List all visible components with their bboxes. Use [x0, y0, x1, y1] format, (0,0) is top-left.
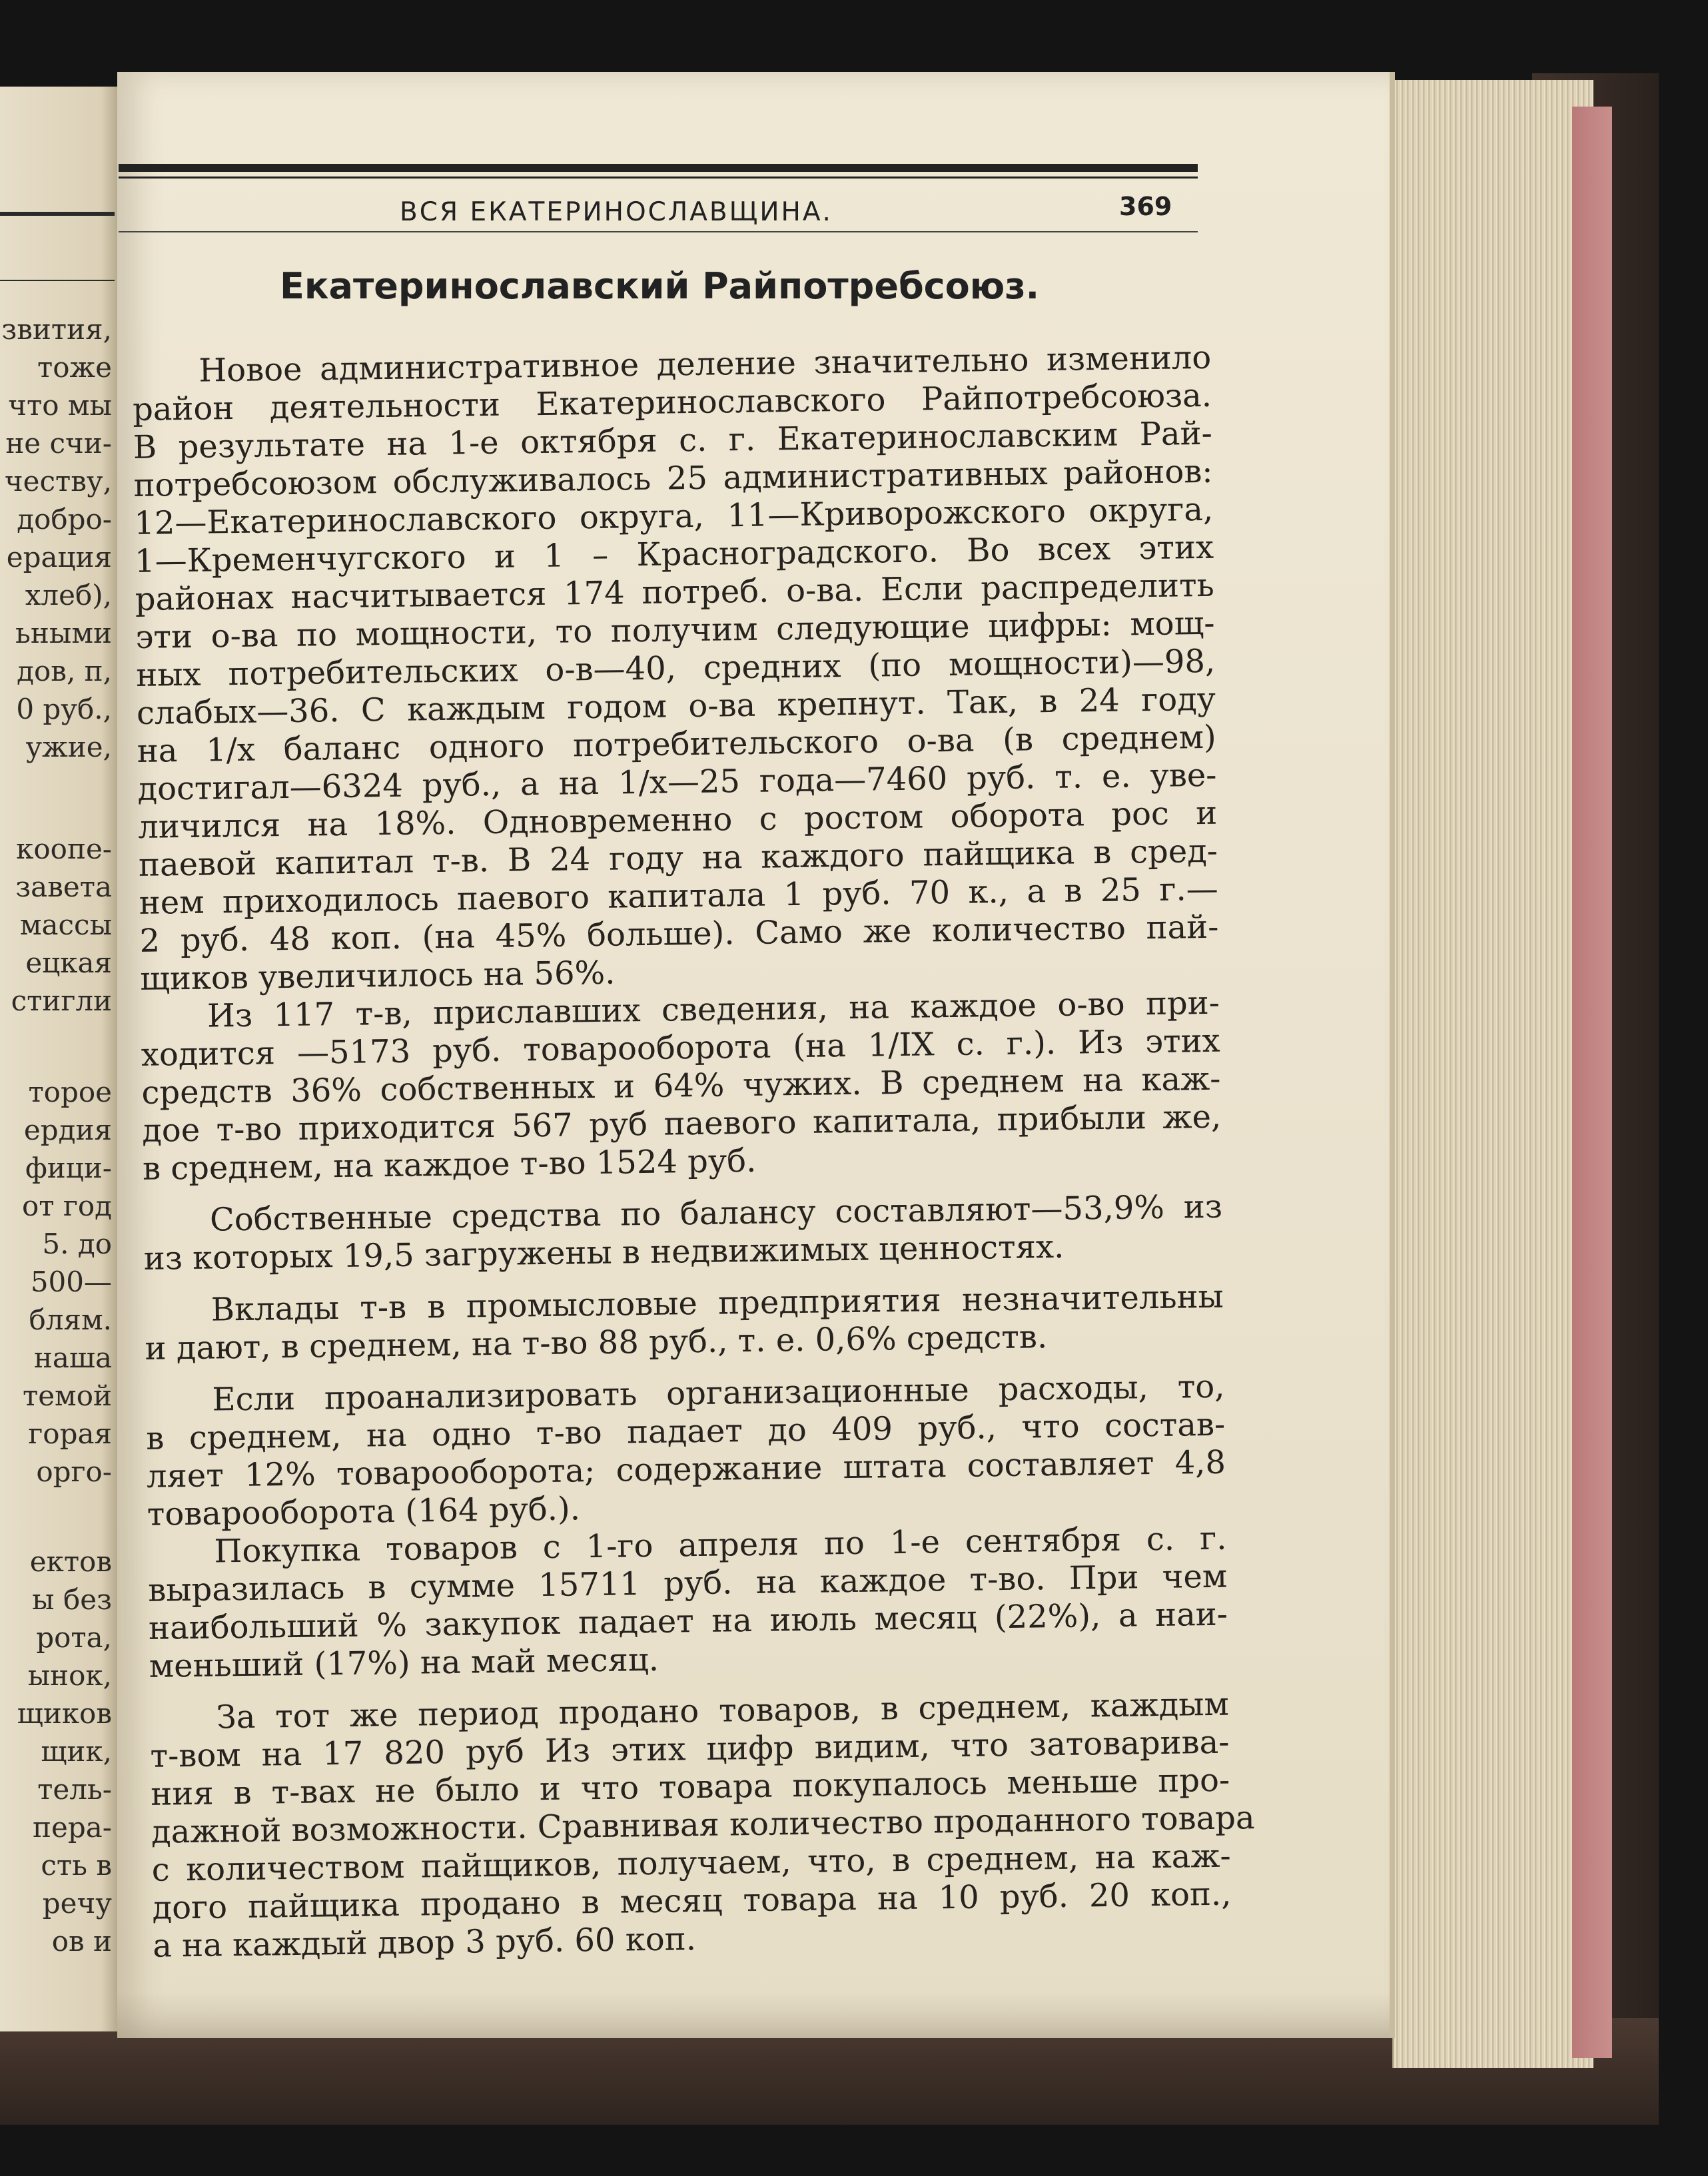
- left-page-fragment: ов и: [51, 1925, 112, 1958]
- text-line: и дают, в среднем, на т-во 88 руб., т. е. 0,6% средств.: [145, 1318, 1048, 1367]
- page-edge: [1390, 72, 1395, 2038]
- left-page-fragment: торое: [28, 1076, 112, 1108]
- text-line: ния в т-вах не было и что товара покупалось меньше про-: [150, 1761, 1230, 1813]
- text-line: меньший (17%) на май месяц.: [149, 1640, 659, 1685]
- text-line: Из 117 т-в, приславших сведения, на каждое о-во при-: [207, 984, 1220, 1035]
- text-line: район деятельности Екатеринославского Райпотребсоюза.: [132, 376, 1212, 428]
- left-page-fragment: ужие,: [25, 731, 112, 763]
- header-rule-thick: [119, 164, 1198, 172]
- left-header-rule: [0, 212, 115, 216]
- text-line: в среднем, на одно т-во падает до 409 руб., что состав-: [145, 1405, 1226, 1457]
- header-rule-thin: [119, 177, 1198, 179]
- page-number: 369: [1119, 192, 1172, 221]
- text-line: дажной возможности. Сравнивая количество проданного товара: [151, 1799, 1255, 1851]
- text-line: ляет 12% товарооборота; содержание штата составляет 4,8: [146, 1443, 1226, 1495]
- text-line: Если проанализировать организационные расходы, то,: [212, 1367, 1225, 1419]
- left-page-fragment: 0 руб.,: [16, 693, 112, 725]
- left-page-fragment: ьными: [15, 617, 112, 649]
- text-line: В результате на 1-е октября с. г. Екатеринославским Рай-: [133, 414, 1213, 466]
- left-page-fragment: блям.: [29, 1303, 112, 1336]
- left-page-fragment: дов, п,: [17, 655, 112, 687]
- text-line: а на каждый двор 3 руб. 60 коп.: [152, 1920, 697, 1965]
- text-line: дое т-во приходится 567 руб паевого капитала, прибыли же,: [141, 1098, 1222, 1150]
- left-page-fragment: ы без: [32, 1583, 112, 1616]
- text-line: достигал—6324 руб., а на 1/х—25 года—7460 руб. т. е. уве-: [137, 756, 1217, 808]
- left-header-underline: [0, 280, 115, 281]
- left-page-fragment: речу: [42, 1887, 112, 1920]
- left-page-fragment: щик,: [41, 1735, 112, 1768]
- red-edge-band: [1572, 107, 1612, 2058]
- left-page-fragment: наша: [33, 1341, 112, 1374]
- text-line: потребсоюзом обслуживалось 25 административных районов:: [133, 452, 1213, 504]
- text-line: ных потребительских о-в—40, средних (по мощности)—98,: [135, 642, 1216, 694]
- left-page-fragment: не счи-: [5, 427, 112, 460]
- text-line: районах насчитывается 174 потреб. о-ва. Если распределить: [135, 566, 1215, 618]
- text-line: паевой капитал т-в. В 24 году на каждого пайщика в сред-: [138, 832, 1218, 884]
- text-line: личился на 18%. Одновременно с ростом оборота рос и: [137, 794, 1218, 846]
- left-page-fragment: звития,: [1, 313, 112, 346]
- left-page-fragment: ецкая: [25, 946, 112, 979]
- text-line: слабых—36. С каждым годом о-ва крепнут. Так, в 24 году: [136, 680, 1216, 732]
- left-page-fragment: завета: [15, 871, 112, 903]
- left-page-fragment: фици-: [25, 1152, 112, 1184]
- left-page-fragment: стигли: [11, 984, 112, 1017]
- left-page-fragment: массы: [19, 908, 112, 941]
- left-page-fragment: честву,: [4, 465, 112, 498]
- text-line: 1—Кременчугского и 1 – Красноградского. Во всех этих: [134, 528, 1214, 580]
- left-page-fragment: горая: [28, 1417, 112, 1450]
- text-line: ходится —5173 руб. товарооборота (на 1/IX с. г.). Из этих: [141, 1022, 1221, 1074]
- text-line: Покупка товаров с 1-го апреля по 1-е сентября с. г.: [214, 1519, 1227, 1571]
- text-line: дого пайщика продано в месяц товара на 10 руб. 20 коп.,: [152, 1875, 1232, 1927]
- text-line: средств 36% собственных и 64% чужих. В среднем на каж-: [141, 1060, 1221, 1112]
- left-page-fragment: щиков: [17, 1697, 112, 1730]
- left-page-fragment: 500—: [30, 1266, 112, 1298]
- running-head: ВСЯ ЕКАТЕРИНОСЛАВЩИНА.: [400, 197, 833, 227]
- left-page-fragment: коопе-: [16, 833, 112, 865]
- left-page-fragment: от год: [21, 1190, 112, 1222]
- left-page-fragment: рота,: [36, 1621, 112, 1654]
- left-facing-page: [0, 87, 119, 2031]
- article-body: [132, 338, 1255, 1966]
- left-page-fragment: 5. до: [42, 1228, 112, 1260]
- text-line: из которых 19,5 загружены в недвижимых ценностях.: [143, 1228, 1065, 1277]
- text-line: За тот же период продано товаров, в среднем, каждым: [216, 1685, 1230, 1736]
- text-line: 12—Екатеринославского округа, 11—Криворожского округа,: [133, 490, 1214, 542]
- left-page-fragment: орго-: [36, 1455, 112, 1488]
- text-line: эти о-ва по мощности, то получим следующие цифры: мощ-: [135, 604, 1215, 656]
- text-line: Новое административное деление значительно изменило: [198, 338, 1212, 390]
- left-page-fragment: пера-: [33, 1811, 112, 1844]
- left-page-fragment: тоже: [37, 351, 112, 384]
- text-line: наибольший % закупок падает на июль месяц (22%), а наи-: [148, 1595, 1228, 1647]
- text-line: Вклады т-в в промысловые предприятия незначительны: [211, 1277, 1224, 1329]
- page-block-edge: [1392, 80, 1593, 2068]
- text-line: выразилась в сумме 15711 руб. на каждое т-во. При чем: [147, 1557, 1228, 1609]
- text-line: товарооборота (164 руб.).: [147, 1490, 581, 1533]
- text-line: т-вом на 17 820 руб Из этих цифр видим, что затоварива-: [150, 1723, 1230, 1775]
- text-line: Собственные средства по балансу составляют—53,9% из: [209, 1188, 1223, 1239]
- text-line: на 1/х баланс одного потребительского о-ва (в среднем): [137, 718, 1217, 770]
- left-page-fragment: ынок,: [27, 1659, 112, 1692]
- left-page-fragment: тель-: [37, 1773, 112, 1806]
- text-line: 2 руб. 48 коп. (на 45% больше). Само же количество пай-: [139, 908, 1219, 960]
- left-page-fragment: ерация: [6, 541, 112, 573]
- text-line: с количеством пайщиков, получаем, что, в среднем, на каж-: [151, 1837, 1232, 1889]
- left-page-fragment: сть в: [41, 1849, 112, 1882]
- text-line: в среднем, на каждое т-во 1524 руб.: [142, 1142, 757, 1188]
- left-page-fragment: ердия: [23, 1114, 112, 1146]
- left-page-fragment: ектов: [29, 1545, 112, 1578]
- left-page-fragment: добро-: [17, 503, 112, 536]
- text-line: щиков увеличилось на 56%.: [139, 954, 616, 998]
- page-bottom-shade: [117, 1992, 1390, 2038]
- header-underline: [119, 231, 1198, 232]
- left-page-fragment: что мы: [8, 389, 112, 422]
- text-line: нем приходилось паевого капитала 1 руб. 70 к., а в 25 г.—: [139, 870, 1219, 922]
- left-page-fragment: темой: [22, 1379, 112, 1412]
- article-title: Екатеринославский Райпотребсоюз.: [280, 265, 1040, 307]
- left-page-fragment: хлеб),: [25, 579, 112, 611]
